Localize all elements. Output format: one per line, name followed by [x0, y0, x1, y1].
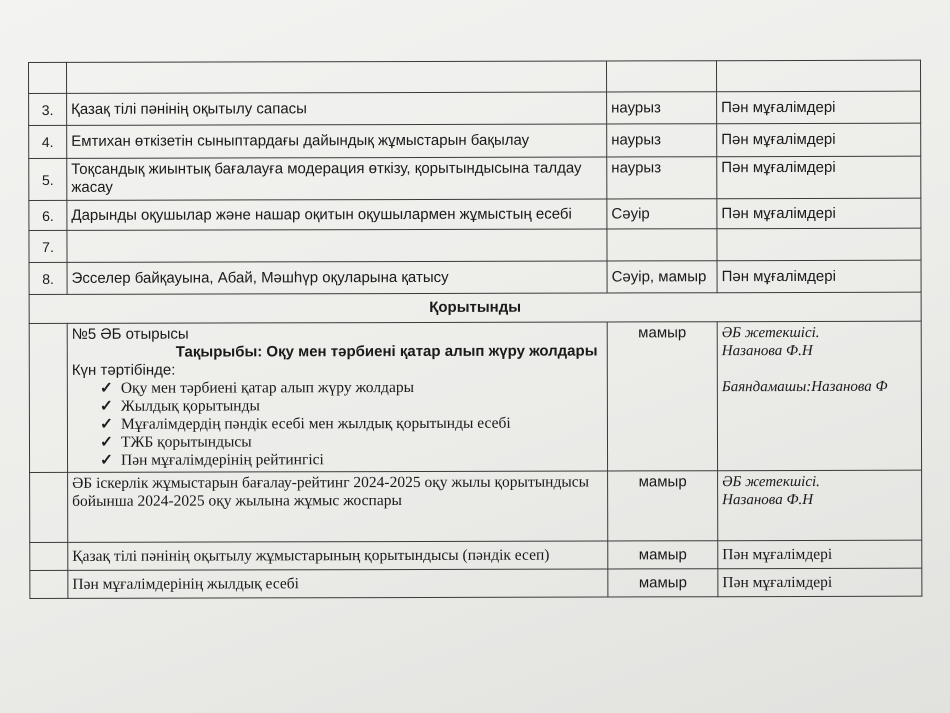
meeting-topic: Тақырыбы: Оқу мен тәрбиені қатар алып жүру жолдары [175, 342, 598, 361]
row-task: Эсселер байқауына, Абай, Мәшһүр оқуларына қатысу [67, 261, 607, 294]
row-number: 8. [29, 262, 67, 294]
row-task [67, 229, 607, 262]
plan-table-wrapper [28, 60, 921, 599]
row-date: мамыр [607, 322, 717, 471]
table-row [29, 123, 921, 158]
table-row [30, 540, 922, 570]
row-date: Сәуір [607, 199, 717, 229]
agenda-label: Күн тәртібінде: [71, 361, 176, 379]
table-row [29, 228, 921, 262]
spacer [722, 360, 917, 379]
row-number: 6. [29, 200, 67, 230]
row-responsible: Пән мұғалімдері [717, 91, 921, 124]
table-row [29, 91, 921, 125]
row-task: Пән мұғалімдерінің жылдық есебі [68, 569, 608, 598]
row-number: 3. [29, 93, 67, 125]
summary-title: Қорытынды [29, 292, 921, 323]
agenda-item: ✓ Жылдық қорытынды [100, 396, 603, 415]
row-task: Қазақ тілі пәнінің оқытылу жұмыстарының қорытындысы (пәндік есеп) [68, 541, 608, 570]
row-responsible: Пән мұғалімдері [717, 156, 921, 199]
row-responsible: Пән мұғалімдері [717, 198, 921, 229]
row-number [30, 472, 68, 542]
row-responsible: Пән мұғалімдері [717, 123, 921, 157]
agenda-item: ✓ ТЖБ қорытындысы [100, 432, 603, 451]
row-responsible [718, 470, 922, 541]
table-row [30, 470, 922, 542]
row-date [607, 229, 717, 261]
row-task [67, 61, 607, 93]
row-number [29, 323, 67, 472]
row-task: Дарынды оқушылар және нашар оқитын оқушылармен жұмыстың есебі [67, 199, 607, 230]
agenda-list [72, 378, 603, 469]
agenda-item: ✓ Оқу мен тәрбиені қатар алып жүру жолдары [100, 378, 603, 397]
row-number [29, 62, 67, 93]
responsible-line: ӘБ жетекшісі. [722, 473, 820, 491]
responsible-line: Назанова Ф.Н [722, 491, 814, 509]
row-responsible [717, 321, 921, 471]
agenda-item: ✓ Мұғалімдердің пәндік есебі мен жылдық қорытынды есебі [100, 414, 603, 433]
row-task: ӘБ іскерлік жұмыстарын бағалау-рейтинг 2024-2025 оқу жылы қорытындысы бойынша 2024-2025 оқу жылына жұмыс жоспары [68, 471, 608, 542]
agenda-item: ✓ Пән мұғалімдерінің рейтингісі [100, 450, 603, 469]
row-responsible: Пән мұғалімдері [718, 540, 922, 569]
plan-table [28, 60, 922, 599]
responsible-line: Назанова Ф.Н [721, 342, 813, 360]
row-number: 5. [29, 158, 67, 200]
row-date: мамыр [608, 541, 718, 569]
meeting-heading: №5 ӘБ отырысы [71, 325, 189, 343]
row-date: мамыр [608, 471, 718, 541]
row-date: наурыз [607, 157, 717, 199]
row-date [606, 61, 716, 92]
table-row [29, 198, 921, 230]
row-number [30, 570, 68, 598]
responsible-line: ӘБ жетекшісі. [721, 324, 820, 342]
table-row [29, 260, 921, 294]
table-row [29, 60, 921, 93]
row-number [30, 542, 68, 570]
row-date: наурыз [607, 92, 717, 124]
row-task: Емтихан өткізетін сыныптардағы дайындық жұмыстарын бақылау [67, 124, 607, 158]
row-task: Қазақ тілі пәнінің оқытылу сапасы [67, 92, 607, 125]
responsible-line: Баяндамашы:Назанова Ф [721, 378, 888, 396]
row-date: наурыз [607, 124, 717, 157]
meeting-content [67, 322, 607, 472]
row-number: 7. [29, 230, 67, 262]
table-row [30, 568, 922, 598]
meeting-row [29, 321, 921, 472]
row-number: 4. [29, 125, 67, 158]
row-responsible: Пән мұғалімдері [717, 260, 921, 293]
row-date: Сәуір, мамыр [607, 261, 717, 293]
summary-header-row [29, 292, 921, 323]
table-row [29, 156, 921, 200]
row-task: Тоқсандық жиынтық бағалауға модерация өткізу, қорытындысына талдау жасау [67, 157, 607, 200]
row-responsible [716, 60, 920, 92]
row-responsible: Пән мұғалімдері [718, 568, 922, 597]
row-date: мамыр [608, 569, 718, 597]
row-responsible [717, 228, 921, 261]
